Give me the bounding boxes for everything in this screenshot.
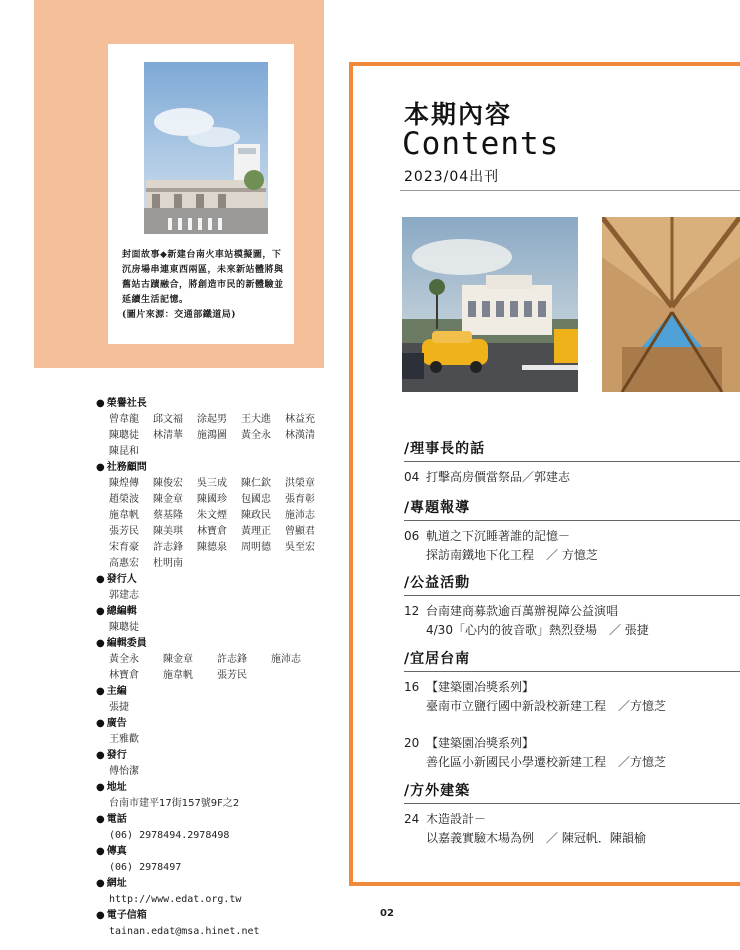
masthead-name: 施沛志 <box>271 654 301 665</box>
masthead-name: 許志鋒 <box>217 654 247 665</box>
masthead-name: 周明德 <box>241 542 271 553</box>
masthead-heading: ● 社務顧問 <box>96 460 346 476</box>
issue-date: 2023/04出刊 <box>404 169 500 185</box>
toc-page-number: 16 <box>404 680 420 694</box>
masthead-name: 陳聰徒 <box>109 430 139 441</box>
masthead-heading: ● 總編輯 <box>96 604 346 620</box>
toc-section-heading: /理事長的話 <box>404 438 740 462</box>
masthead-name: 施韋帆 <box>163 670 193 681</box>
cover-caption <box>122 248 284 323</box>
masthead-address: 台南市建平17街157號9F之2 <box>109 798 240 809</box>
masthead-name: 陳德泉 <box>197 542 227 553</box>
masthead-section <box>96 604 346 636</box>
masthead-section <box>96 684 346 716</box>
masthead-name: 涂起男 <box>197 414 227 425</box>
train-station-photo <box>402 217 578 392</box>
toc-entry-title: 台南建商募款逾百萬辦視障公益演唱 <box>426 604 619 618</box>
toc-page-number: 06 <box>404 529 420 543</box>
page-number: 02 <box>380 908 394 919</box>
masthead-section <box>96 636 346 684</box>
masthead-name: 張捷 <box>109 702 129 713</box>
wood-interior-photo <box>602 217 740 392</box>
masthead-phone: (06) 2978494.2978498 <box>109 830 230 841</box>
masthead-phone-label: ● 電話 <box>96 812 346 828</box>
toc-entry-title: 臺南市立鹽行國中新設校新建工程 ／方憶芝 <box>426 699 667 713</box>
toc-section <box>404 780 740 848</box>
masthead-name: 洪榮章 <box>285 478 315 489</box>
masthead-name: 陳昆和 <box>109 446 139 457</box>
masthead-name: 黃理正 <box>241 526 271 537</box>
masthead-name: 吳至宏 <box>285 542 315 553</box>
masthead-name: 張芳民 <box>109 526 139 537</box>
toc-section-heading: /專題報導 <box>404 497 740 521</box>
toc-entry-title: 【建築園冶獎系列】 <box>426 680 535 694</box>
toc-page-number: 12 <box>404 604 420 618</box>
masthead-name: 林益充 <box>285 414 315 425</box>
cover-caption-source: (圖片來源：交通部鐵道局) <box>122 310 237 320</box>
masthead-name: 杜明南 <box>153 558 183 569</box>
toc-section <box>404 497 740 565</box>
masthead-name: 陳政民 <box>241 510 271 521</box>
masthead-section <box>96 716 346 748</box>
toc-divider <box>400 190 740 191</box>
toc-entry-title: 善化區小新國民小學遷校新建工程 ／方憶芝 <box>426 755 667 769</box>
masthead-name: 黃全永 <box>109 654 139 665</box>
masthead-heading: ● 發行 <box>96 748 346 764</box>
masthead-name: 陳國珍 <box>197 494 227 505</box>
toc-entry[interactable] <box>404 678 740 716</box>
masthead-fax-label: ● 傳真 <box>96 844 346 860</box>
masthead-section <box>96 748 346 780</box>
masthead-web-label: ● 網址 <box>96 876 346 892</box>
masthead-name: 陳聰徒 <box>109 622 139 633</box>
masthead-section <box>96 460 346 572</box>
masthead-name: 趙榮波 <box>109 494 139 505</box>
masthead-fax: (06) 2978497 <box>109 862 182 873</box>
toc-section-heading: /宜居台南 <box>404 648 740 672</box>
toc-entry-title: 探訪南鐵地下化工程 ／ 方憶芝 <box>426 548 598 562</box>
cover-caption-text: 封面故事◆新建台南火車站模擬圖，下沉房場串連東西兩區，未來新站體將與舊站古蹟融合，將創造市民的新體驗並延續生活記憶。 <box>122 250 284 305</box>
masthead-name: 陳金章 <box>153 494 183 505</box>
toc-title: 本期內容 <box>404 100 513 129</box>
masthead-heading: ● 榮譽社長 <box>96 396 346 412</box>
masthead-name: 高惠宏 <box>109 558 139 569</box>
masthead-name: 施沛志 <box>285 510 315 521</box>
masthead-name: 蔡基隆 <box>153 510 183 521</box>
toc-entry-title: 軌道之下沉睡著誰的記憶－ <box>426 529 571 543</box>
cover-card <box>108 44 294 344</box>
masthead-name: 林寶倉 <box>109 670 139 681</box>
masthead-name: 張育彰 <box>285 494 315 505</box>
toc-section <box>404 438 740 487</box>
masthead-address-label: ● 地址 <box>96 780 346 796</box>
toc-section <box>404 648 740 772</box>
toc-section-heading: /公益活動 <box>404 572 740 596</box>
masthead-name: 陳美琪 <box>153 526 183 537</box>
masthead-name: 林清華 <box>153 430 183 441</box>
masthead-name: 林漢清 <box>285 430 315 441</box>
masthead-name: 曾顯君 <box>285 526 315 537</box>
masthead-name: 曾韋龍 <box>109 414 139 425</box>
masthead-heading: ● 發行人 <box>96 572 346 588</box>
masthead-name: 許志鋒 <box>153 542 183 553</box>
masthead-section <box>96 572 346 604</box>
masthead-name: 傅怡潔 <box>109 766 139 777</box>
masthead-name: 吳三成 <box>197 478 227 489</box>
toc-entry-title: 【建築園冶獎系列】 <box>426 736 535 750</box>
toc-page-number: 20 <box>404 736 420 750</box>
toc-entry[interactable] <box>404 734 740 772</box>
masthead-heading: ● 編輯委員 <box>96 636 346 652</box>
masthead-email[interactable]: tainan.edat@msa.hinet.net <box>109 926 260 937</box>
masthead-name: 王雅歡 <box>109 734 139 745</box>
masthead-email-label: ● 電子信箱 <box>96 908 346 924</box>
masthead-name: 陳仁欽 <box>241 478 271 489</box>
toc-entry[interactable] <box>404 468 740 487</box>
masthead-name: 朱文煙 <box>197 510 227 521</box>
masthead-name: 宋育豪 <box>109 542 139 553</box>
toc-entry[interactable] <box>404 527 740 565</box>
masthead-name: 施鴻圖 <box>197 430 227 441</box>
masthead-name: 林寶倉 <box>197 526 227 537</box>
toc-section-heading: /方外建築 <box>404 780 740 804</box>
cover-photo <box>144 62 268 234</box>
toc-page-number: 04 <box>404 470 420 484</box>
toc-entry[interactable] <box>404 602 740 640</box>
masthead-name: 王大進 <box>241 414 271 425</box>
masthead-name: 黃全永 <box>241 430 271 441</box>
toc-entry[interactable] <box>404 810 740 848</box>
toc-entry-title: 木造設計－ <box>426 812 487 826</box>
masthead-name: 包國忠 <box>241 494 271 505</box>
masthead-heading: ● 廣告 <box>96 716 346 732</box>
masthead-web[interactable]: http://www.edat.org.tw <box>109 894 242 905</box>
masthead-name: 施韋帆 <box>109 510 139 521</box>
masthead-heading: ● 主編 <box>96 684 346 700</box>
masthead-name: 郭建志 <box>109 590 139 601</box>
toc-title-english: Contents <box>402 126 560 162</box>
toc-page-number: 24 <box>404 812 420 826</box>
toc-section <box>404 572 740 640</box>
masthead <box>96 396 346 940</box>
masthead-name: 張芳民 <box>217 670 247 681</box>
masthead-name: 陳金章 <box>163 654 193 665</box>
masthead-name: 陳煌傳 <box>109 478 139 489</box>
masthead-name: 邱文福 <box>153 414 183 425</box>
masthead-name: 陳俊宏 <box>153 478 183 489</box>
masthead-section <box>96 396 346 460</box>
toc-entry-title: 4/30「心内的彼音歌」熱烈登場 ／ 張捷 <box>426 623 649 637</box>
toc-entry-title: 以嘉義實驗木場為例 ／ 陳冠帆．陳韻榆 <box>426 831 646 845</box>
toc-entry-title: 打擊高房價當祭品／郭建志 <box>426 470 571 484</box>
